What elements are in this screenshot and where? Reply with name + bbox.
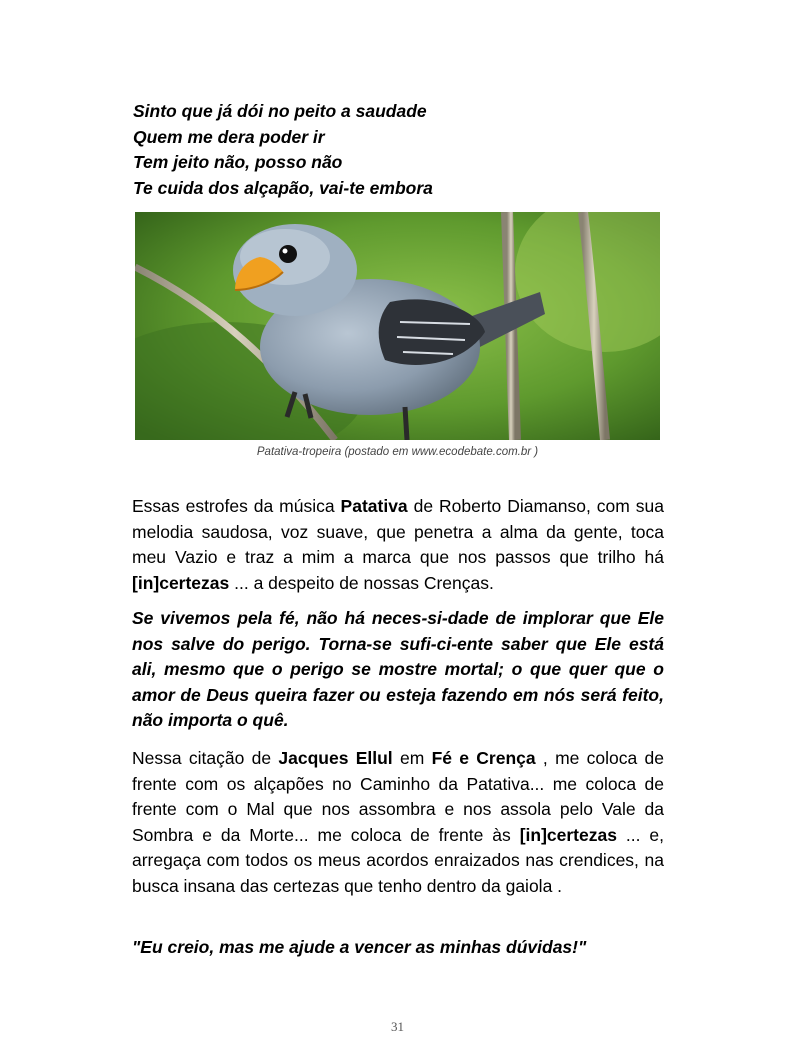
verse-line: Te cuida dos alçapão, vai-te embora: [133, 177, 433, 198]
paragraph-quote: Se vivemos pela fé, não há neces-si-dade de implorar que Ele nos salve do perigo. Torna-se sufi-ci-ente saber que Ele está ali, mesmo que o perigo se mostre mortal; o que quer que o amor de Deus queira fazer ou esteja fazendo em nós será feito, não importa o quê.: [132, 608, 664, 730]
paragraph-text: Essas estrofes da música: [132, 496, 341, 516]
paragraph-text: em: [392, 748, 432, 768]
bold-text: Patativa: [340, 496, 408, 516]
paragraph-text: , me coloca de frente com os alçapões no Caminho da Patativa... me coloca de frente com o Mal que nos assombra e nos assola pelo Vale da Sombra e da Morte... me coloca de frente às: [132, 748, 665, 845]
paragraph-intro: [132, 494, 664, 596]
paragraph-text: de Roberto Diamanso, com sua melodia saudosa, voz suave, que penetra a alma da gente, toca meu Vazio e traz a mim a marca que nos passos que trilho há: [132, 496, 664, 567]
verse-line: Quem me dera poder ir: [133, 126, 325, 147]
bold-text: [in]certezas: [132, 572, 230, 593]
bold-text: Jacques Ellul: [278, 748, 393, 768]
bold-text: Fé e Crença: [431, 748, 536, 768]
bird-photo: [135, 212, 660, 440]
closing-quote: "Eu creio, mas me ajude a vencer as minhas dúvidas!": [132, 937, 587, 957]
verse-block: [133, 99, 673, 201]
verse-line: Tem jeito não, posso não: [133, 152, 343, 172]
verse-line: Sinto que já dói no peito a saudade: [133, 101, 427, 121]
bold-text: [in]certezas: [519, 824, 617, 845]
paragraph-reflection: [132, 746, 664, 899]
photo-caption: Patativa-tropeira (postado em www.ecodebate.com.br ): [256, 446, 539, 458]
paragraph-text: ... e, arregaça com todos os meus acordos enraizados nas crendices, na busca insana das certezas que tenho dentro da gaiola .: [132, 824, 664, 896]
paragraph-text: ... a despeito de nossas Crenças.: [229, 572, 494, 593]
page-number: 31: [391, 1019, 404, 1034]
paragraph-text: Nessa citação de: [132, 748, 279, 768]
